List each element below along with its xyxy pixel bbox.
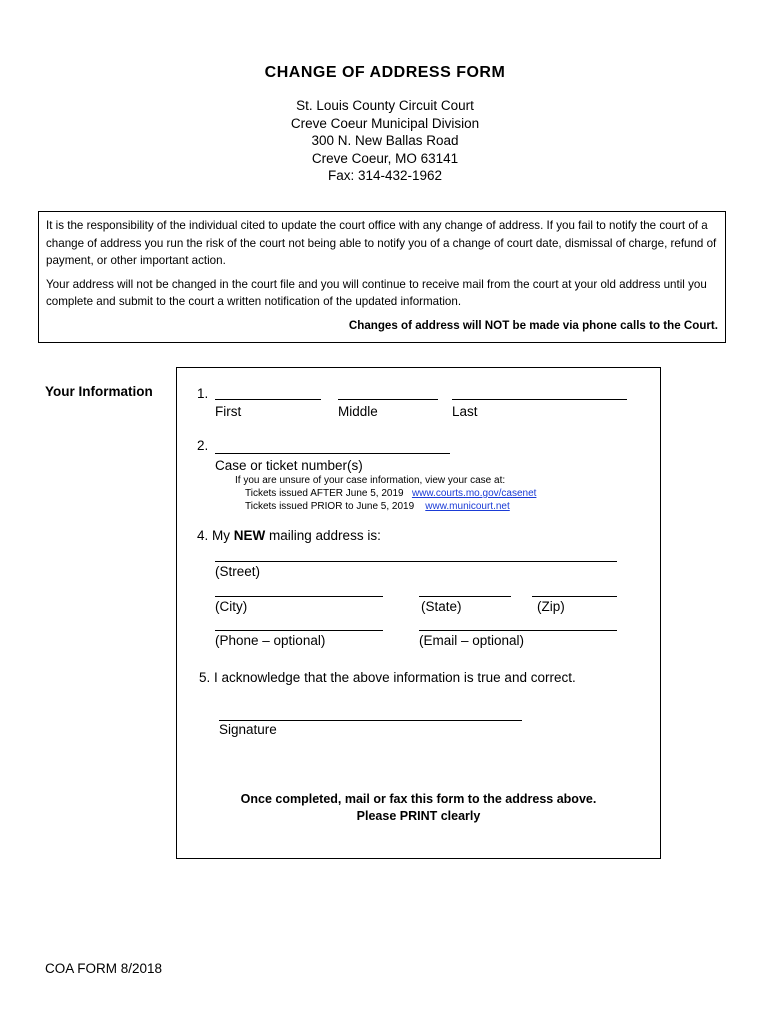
item-4-suffix: mailing address is: — [265, 528, 381, 543]
section-label: Your Information — [45, 384, 153, 399]
item-4-prefix: 4. My — [197, 528, 234, 543]
court-city: Creve Coeur, MO 63141 — [311, 150, 459, 166]
closing-line-2: Please PRINT clearly — [356, 809, 481, 823]
closing-instructions — [177, 791, 660, 825]
acknowledgement-text: 5. I acknowledge that the above information is true and correct. — [199, 670, 576, 685]
notice-box — [38, 211, 726, 343]
closing-line-1: Once completed, mail or fax this form to the address above. — [240, 792, 597, 806]
email-label: (Email – optional) — [419, 633, 525, 648]
item-4-heading — [197, 528, 381, 543]
case-help-text: If you are unsure of your case information, view your case at: — [235, 475, 506, 486]
street-label: (Street) — [215, 564, 261, 579]
casenet-link[interactable]: www.courts.mo.gov/casenet — [411, 488, 537, 499]
first-name-field[interactable] — [215, 399, 321, 400]
after-june-text: Tickets issued AFTER June 5, 2019 — [245, 488, 404, 499]
prior-june-text: Tickets issued PRIOR to June 5, 2019 — [245, 501, 415, 512]
signature-label: Signature — [219, 722, 277, 737]
zip-label: (Zip) — [537, 599, 565, 614]
city-field[interactable] — [215, 596, 383, 597]
middle-name-field[interactable] — [338, 399, 438, 400]
state-label: (State) — [421, 599, 462, 614]
zip-field[interactable] — [532, 596, 617, 597]
item-2-number: 2. — [197, 438, 209, 453]
municourt-link[interactable]: www.municourt.net — [425, 501, 510, 512]
case-number-label: Case or ticket number(s) — [215, 458, 363, 473]
case-number-field[interactable] — [215, 453, 450, 454]
notice-warning: Changes of address will NOT be made via phone calls to the Court. — [348, 318, 718, 332]
middle-name-label: Middle — [338, 404, 378, 419]
court-address-block — [0, 97, 770, 185]
after-june-line — [245, 488, 536, 499]
item-1-number: 1. — [197, 386, 209, 401]
last-name-field[interactable] — [452, 399, 627, 400]
court-name: St. Louis County Circuit Court — [296, 98, 474, 113]
state-field[interactable] — [419, 596, 511, 597]
notice-paragraph-2: Your address will not be changed in the court file and you will continue to receive mail from the court at your old address until you complete and submit to the court a written notification of the updated information. — [46, 277, 707, 308]
phone-label: (Phone – optional) — [215, 633, 326, 648]
court-division: Creve Coeur Municipal Division — [290, 115, 480, 131]
signature-field[interactable] — [219, 720, 522, 721]
prior-june-line — [245, 501, 510, 512]
form-footer-code: COA FORM 8/2018 — [45, 961, 163, 976]
city-label: (City) — [215, 599, 248, 614]
street-field[interactable] — [215, 561, 617, 562]
first-name-label: First — [215, 404, 242, 419]
notice-paragraph-1: It is the responsibility of the individual cited to update the court office with any change of address. If you fail to notify the court of a change of address you run the risk of the court not being able to notify you of a change of court date, dismissal of charge, refund of payment, or other important action. — [46, 219, 717, 267]
court-street: 300 N. New Ballas Road — [311, 133, 459, 148]
item-4-new-emphasis: NEW — [233, 528, 266, 543]
information-form-box — [176, 367, 661, 859]
form-title: CHANGE OF ADDRESS FORM — [264, 64, 506, 81]
phone-field[interactable] — [215, 630, 383, 631]
court-fax: Fax: 314-432-1962 — [327, 168, 443, 183]
last-name-label: Last — [452, 404, 478, 419]
email-field[interactable] — [419, 630, 617, 631]
